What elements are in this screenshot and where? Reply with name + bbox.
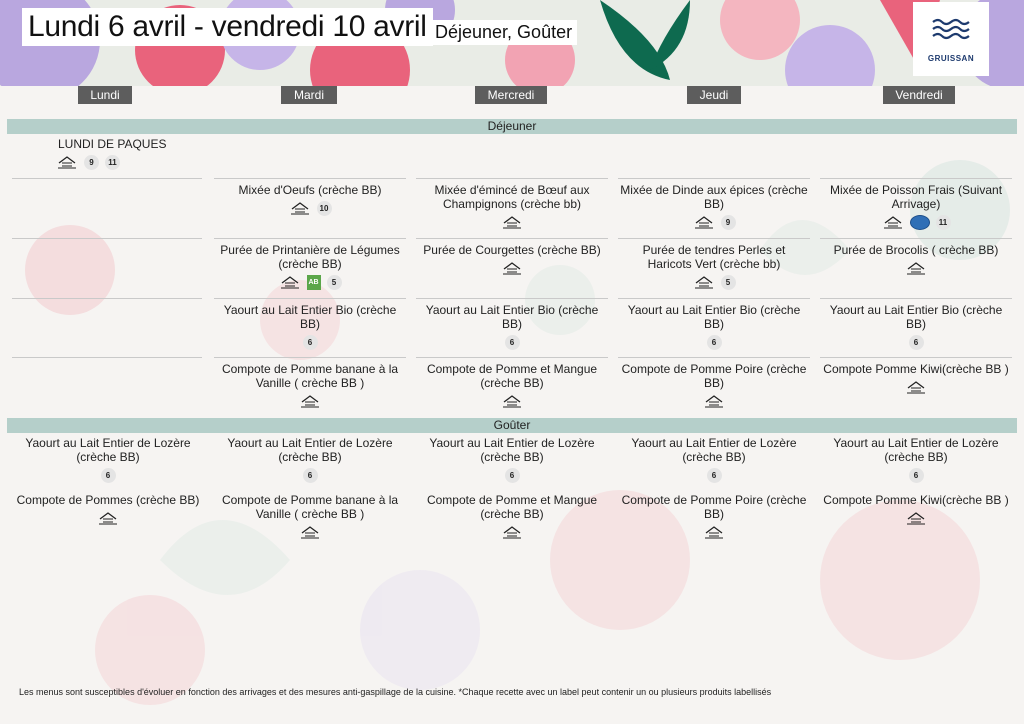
divider bbox=[214, 178, 406, 179]
label-icons bbox=[822, 260, 1010, 276]
allergen-badge: 11 bbox=[105, 155, 120, 170]
allergen-badge: 6 bbox=[303, 335, 318, 350]
title-box bbox=[22, 8, 433, 46]
fait-maison-icon bbox=[97, 511, 119, 525]
menu-cell-tuesday-side bbox=[216, 243, 404, 290]
dish-name: Mixée de Dinde aux épices (crèche BB) bbox=[620, 183, 808, 211]
fait-maison-icon bbox=[905, 380, 927, 394]
dish-name: Mixée de Poisson Frais (Suivant Arrivage) bbox=[829, 183, 1003, 211]
dish-name: Yaourt au Lait Entier de Lozère (crèche BB) bbox=[631, 436, 797, 464]
snack-cell-friday-fruit bbox=[822, 493, 1010, 526]
label-icons bbox=[216, 393, 404, 409]
menu-cell-thursday-dairy bbox=[620, 303, 808, 350]
dish-name: Yaourt au Lait Entier de Lozère (crèche BB) bbox=[429, 436, 595, 464]
divider bbox=[214, 357, 406, 358]
dish-name: Compote Pomme Kiwi(crèche BB ) bbox=[823, 493, 1009, 507]
dish-name: Compote de Pomme Poire (crèche BB) bbox=[621, 493, 807, 521]
fait-maison-icon bbox=[693, 215, 715, 229]
fait-maison-icon bbox=[56, 155, 78, 169]
fait-maison-icon bbox=[501, 215, 523, 229]
divider bbox=[820, 357, 1012, 358]
snack-cell-tuesday-dairy bbox=[216, 436, 404, 483]
dish-name: Compote de Pomme Poire (crèche BB) bbox=[621, 362, 807, 390]
divider bbox=[618, 298, 810, 299]
allergen-badge: 6 bbox=[505, 335, 520, 350]
footer-disclaimer: Les menus sont susceptibles d'évoluer en fonction des arrivages et des mesures anti-gaspillage de la cuisine. *Chaque recette avec un label peut contenir un ou plusieurs produits labellisés bbox=[19, 687, 772, 697]
allergen-badge: 9 bbox=[721, 215, 736, 230]
menu-cell-wednesday-dessert bbox=[418, 362, 606, 409]
dish-name: Compote Pomme Kiwi(crèche BB ) bbox=[823, 362, 1009, 376]
day-header-friday: Vendredi bbox=[883, 86, 955, 104]
dish-name: Compote de Pomme et Mangue (crèche BB) bbox=[426, 362, 598, 390]
menu-cell-thursday-side bbox=[620, 243, 808, 290]
fait-maison-icon bbox=[882, 215, 904, 229]
divider bbox=[416, 238, 608, 239]
snack-cell-friday-dairy bbox=[822, 436, 1010, 483]
snack-cell-monday-fruit bbox=[14, 493, 202, 526]
snack-cell-thursday-dairy bbox=[620, 436, 808, 483]
label-icons bbox=[216, 524, 404, 540]
page-title: Lundi 6 avril - vendredi 10 avril bbox=[28, 10, 427, 43]
dish-name: Purée de Printanière de Légumes (crèche BB) bbox=[220, 243, 400, 271]
divider bbox=[416, 357, 608, 358]
menu-cell-friday-dessert bbox=[822, 362, 1010, 395]
divider bbox=[12, 357, 202, 358]
label-icons bbox=[216, 334, 404, 350]
divider bbox=[416, 178, 608, 179]
waves-icon bbox=[931, 16, 971, 46]
menu-cell-friday-dairy bbox=[822, 303, 1010, 350]
menu-cell-friday-side bbox=[822, 243, 1010, 276]
label-icons bbox=[418, 334, 606, 350]
fait-maison-icon bbox=[703, 394, 725, 408]
dish-name: Yaourt au Lait Entier Bio (crèche BB) bbox=[223, 303, 397, 331]
divider bbox=[820, 238, 1012, 239]
snack-cell-monday-dairy bbox=[14, 436, 202, 483]
dish-name: Purée de tendres Perles et Haricots Vert (crèche bb) bbox=[642, 243, 786, 271]
allergen-badge: 9 bbox=[84, 155, 99, 170]
fait-maison-icon bbox=[703, 525, 725, 539]
allergen-badge: 6 bbox=[707, 335, 722, 350]
dish-name: Yaourt au Lait Entier de Lozère (crèche BB) bbox=[833, 436, 999, 464]
divider bbox=[618, 178, 810, 179]
section-band-snack: Goûter bbox=[7, 418, 1017, 433]
allergen-badge: 6 bbox=[909, 468, 924, 483]
page-subtitle: Déjeuner, Goûter bbox=[435, 22, 573, 42]
section-band-lunch: Déjeuner bbox=[7, 119, 1017, 134]
label-icons bbox=[216, 467, 404, 483]
day-header-thursday: Jeudi bbox=[687, 86, 741, 104]
label-icons bbox=[418, 260, 606, 276]
fait-maison-icon bbox=[501, 394, 523, 408]
divider bbox=[820, 178, 1012, 179]
organic-ab-icon: AB bbox=[307, 275, 321, 290]
divider bbox=[820, 298, 1012, 299]
menu-cell-tuesday-main bbox=[216, 183, 404, 216]
menu-cell-friday-main bbox=[822, 183, 1010, 230]
label-icons bbox=[822, 334, 1010, 350]
fait-maison-icon bbox=[905, 511, 927, 525]
snack-cell-tuesday-fruit bbox=[216, 493, 404, 540]
menu-cell-thursday-main bbox=[620, 183, 808, 230]
day-header-wednesday: Mercredi bbox=[475, 86, 547, 104]
fait-maison-icon bbox=[501, 261, 523, 275]
label-icons bbox=[216, 274, 404, 290]
allergen-badge: 6 bbox=[909, 335, 924, 350]
label-icons bbox=[14, 467, 202, 483]
allergen-badge: 10 bbox=[317, 201, 332, 216]
label-icons bbox=[620, 214, 808, 230]
dish-name: Compote de Pommes (crèche BB) bbox=[16, 493, 200, 507]
allergen-badge: 5 bbox=[721, 275, 736, 290]
allergen-badge: 6 bbox=[505, 468, 520, 483]
allergen-badge: 6 bbox=[707, 468, 722, 483]
menu-cell-wednesday-dairy bbox=[418, 303, 606, 350]
holiday-label: LUNDI DE PAQUES bbox=[58, 137, 167, 151]
fait-maison-icon bbox=[693, 275, 715, 289]
dish-name: Yaourt au Lait Entier Bio (crèche BB) bbox=[829, 303, 1003, 331]
dish-name: Compote de Pomme banane à la Vanille ( crèche BB ) bbox=[221, 493, 399, 521]
dish-name: Yaourt au Lait Entier Bio (crèche BB) bbox=[627, 303, 801, 331]
fait-maison-icon bbox=[289, 201, 311, 215]
allergen-badge: 6 bbox=[101, 468, 116, 483]
divider bbox=[12, 238, 202, 239]
dish-name: Purée de Courgettes (crèche BB) bbox=[423, 243, 601, 257]
label-icons bbox=[822, 467, 1010, 483]
label-icons bbox=[822, 379, 1010, 395]
dish-name: Yaourt au Lait Entier de Lozère (crèche BB) bbox=[25, 436, 191, 464]
snack-cell-wednesday-dairy bbox=[418, 436, 606, 483]
label-icons bbox=[12, 154, 202, 170]
dish-name: Yaourt au Lait Entier de Lozère (crèche BB) bbox=[227, 436, 393, 464]
label-icons bbox=[620, 524, 808, 540]
dish-name: Mixée d'émincé de Bœuf aux Champignons (crèche bb) bbox=[434, 183, 590, 211]
menu-cell-thursday-dessert bbox=[620, 362, 808, 409]
menu-cell-monday-holiday bbox=[12, 137, 202, 170]
label-icons bbox=[14, 510, 202, 526]
label-icons bbox=[822, 510, 1010, 526]
dish-name: Purée de Brocolis ( crèche BB) bbox=[833, 243, 999, 257]
dish-name: Compote de Pomme banane à la Vanille ( crèche BB ) bbox=[221, 362, 399, 390]
allergen-badge: 6 bbox=[303, 468, 318, 483]
menu-cell-tuesday-dessert bbox=[216, 362, 404, 409]
label-icons bbox=[620, 393, 808, 409]
label-icons bbox=[620, 274, 808, 290]
msc-fish-icon bbox=[910, 215, 930, 230]
divider bbox=[416, 298, 608, 299]
fait-maison-icon bbox=[299, 525, 321, 539]
snack-cell-thursday-fruit bbox=[620, 493, 808, 540]
label-icons bbox=[620, 467, 808, 483]
divider bbox=[214, 238, 406, 239]
divider bbox=[12, 298, 202, 299]
label-icons bbox=[620, 334, 808, 350]
dish-name: Compote de Pomme et Mangue (crèche BB) bbox=[426, 493, 598, 521]
logo-text: GRUISSAN bbox=[927, 54, 975, 63]
label-icons bbox=[216, 200, 404, 216]
divider bbox=[214, 298, 406, 299]
label-icons bbox=[822, 214, 1010, 230]
label-icons bbox=[418, 524, 606, 540]
allergen-badge: 5 bbox=[327, 275, 342, 290]
subtitle-box bbox=[430, 20, 577, 45]
menu-cell-tuesday-dairy bbox=[216, 303, 404, 350]
label-icons bbox=[418, 393, 606, 409]
fait-maison-icon bbox=[299, 394, 321, 408]
divider bbox=[12, 178, 202, 179]
allergen-badge: 11 bbox=[936, 215, 951, 230]
gruissan-logo bbox=[913, 2, 989, 76]
snack-cell-wednesday-fruit bbox=[418, 493, 606, 540]
dish-name: Yaourt au Lait Entier Bio (crèche BB) bbox=[425, 303, 599, 331]
fait-maison-icon bbox=[905, 261, 927, 275]
fait-maison-icon bbox=[279, 275, 301, 289]
day-header-tuesday: Mardi bbox=[281, 86, 337, 104]
divider bbox=[618, 357, 810, 358]
menu-cell-wednesday-main bbox=[418, 183, 606, 230]
fait-maison-icon bbox=[501, 525, 523, 539]
label-icons bbox=[418, 214, 606, 230]
day-header-monday: Lundi bbox=[78, 86, 132, 104]
menu-cell-wednesday-side bbox=[418, 243, 606, 276]
dish-name: Mixée d'Oeufs (crèche BB) bbox=[238, 183, 382, 197]
label-icons bbox=[418, 467, 606, 483]
divider bbox=[618, 238, 810, 239]
